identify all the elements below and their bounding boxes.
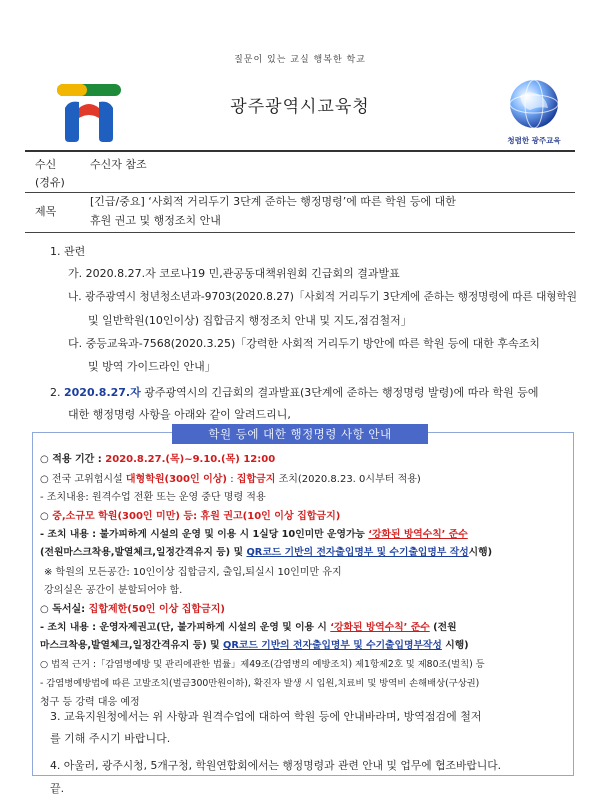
recipient-value: 수신자 참조 [90, 158, 147, 171]
header-divider [25, 150, 575, 152]
box-line-9 [40, 619, 457, 633]
box-l1-c: : [227, 474, 237, 485]
box-l1-d: 집합금지 [236, 474, 276, 485]
box-line-4 [40, 526, 468, 540]
box-l5-a: (전원마스크착용,발열체크,일정간격유지 등) 및 [40, 547, 247, 558]
globe-emblem-icon [508, 78, 560, 130]
period-line [40, 450, 275, 465]
box-l1-e: 조치(2020.8.23. 0시부터 적용) [275, 474, 421, 485]
box-l5-b: QR코드 기반의 전자출입명부 및 수기출입명부 작성 [246, 547, 469, 558]
ref-da-line-1: 다. 중등교육과-7568(2020.3.25)「강력한 사회적 거리두기 방안에 따른 학원 등에 대한 후속조치 [68, 337, 540, 350]
box-l9-b: ‘강화된 방역수칙’ 준수 [330, 622, 430, 633]
subject-line-1: [긴급/중요] ‘사회적 거리두기 3단계 준하는 행정명령’에 따른 학원 등에 대한 [90, 195, 456, 208]
box-l8-b: 집합제한(50인 이상 집합금지) [88, 604, 225, 615]
box-line-12: - 감염병예방법에 따른 고발조치(벌금300만원이하), 확진자 발생 시 입원,치료비 및 방역비 손해배상(구상권) [40, 678, 480, 689]
box-line-8 [40, 600, 225, 615]
page-title: 광주광역시교육청 [230, 97, 370, 117]
recipient-label: 수신 [35, 158, 57, 171]
box-line-1 [40, 470, 421, 485]
subject-divider [25, 232, 575, 233]
ref-da-line-2: 및 방역 가이드라인 안내」 [88, 360, 216, 373]
section-2-num: 2. [50, 386, 61, 399]
notice-banner: 학원 등에 대한 행정명령 사항 안내 [172, 424, 428, 444]
ref-na-line-1: 나. 광주광역시 청년청소년과-9703(2020.8.27)「사회적 거리두기 3단계에 준하는 행정명령에 따른 대형학원 [68, 291, 578, 303]
box-line-5 [40, 544, 492, 558]
box-l4-a: - 조치 내용 : 불가피하게 시설의 운영 및 이용 시 1실당 10인미만 운영가능 [40, 529, 369, 540]
section-2-line-2: 대한 행정명령 사항을 아래와 같이 알려드리니, [68, 408, 291, 421]
section-2-line-1-rest: 광주광역시의 긴급회의 결과발표(3단계에 준하는 행정명령 발령)에 따라 학원 등에 [140, 386, 539, 399]
box-l10-b: QR코드 기반의 전자출입명부 및 수기출입명부작성 [223, 640, 442, 651]
box-line-7: 강의실은 공간이 분할되어야 함. [44, 585, 183, 596]
section-2-date: 2020.8.27.자 [64, 386, 141, 399]
section-3-line-2: 를 기해 주시기 바랍니다. [50, 732, 171, 745]
logo-caption: 청렴한 광주교육 [507, 136, 561, 145]
box-line-13: 청구 등 강력 대응 예정 [40, 697, 140, 708]
box-l4-b: ‘강화된 방역수칙’ 준수 [368, 529, 468, 540]
box-line-6: ※ 학원의 모든공간: 10인이상 집합금지, 출입,퇴실시 10인미만 유지 [44, 567, 342, 578]
section-4-line-1: 4. 아울러, 광주시청, 5개구청, 학원연합회에서는 행정명령과 관련 안내 및 업무에 협조바랍니다. [50, 759, 502, 772]
slogan: 질문이 있는 교실 행복한 학교 [234, 55, 366, 65]
box-l5-c: 시행) [468, 547, 493, 558]
subject-line-2: 휴원 권고 및 행정조치 안내 [90, 214, 221, 227]
box-l9-a: - 조치 내용 : 운영자제권고(단, 불가피하게 시설의 운영 및 이용 시 [40, 622, 331, 633]
ref-ga: 가. 2020.8.27.자 코로나19 민,관공동대책위원회 긴급회의 결과발표 [68, 267, 400, 280]
box-line-3 [40, 507, 340, 522]
box-l1-b: 대형학원(300인 이상) [125, 474, 228, 485]
box-l10-a: 마스크착용,발열체크,일정간격유지 등) 및 [40, 640, 224, 651]
box-line-2: - 조치내용: 원격수업 전환 또는 운영 중단 명령 적용 [40, 492, 266, 503]
box-l10-c: 시행) [441, 640, 469, 651]
section-3-line-1: 3. 교육지원청에서는 위 사항과 원격수업에 대하여 학원 등에 안내바라며, 방역점검에 철저 [50, 710, 482, 723]
box-line-10 [40, 637, 469, 651]
ref-na-line-2: 및 일반학원(10인이상) 집합금지 행정조치 안내 및 지도,점검철저」 [88, 314, 412, 327]
box-l3-a: ○ [40, 511, 53, 522]
period-value: 2020.8.27.(목)~9.10.(목) 12:00 [105, 454, 276, 465]
box-l1-a: ○ 전국 고위험시설 [40, 474, 126, 485]
subject-label: 제목 [35, 205, 57, 218]
box-l8-a: ○ 독서실: [40, 604, 89, 615]
box-l9-c: (전원 [429, 622, 457, 633]
section-4-line-2: 끝. [50, 782, 65, 795]
box-l3-b: 중,소규모 학원(300인 미만) 등: 휴원 권고(10인 이상 집합금지) [52, 511, 341, 522]
section-2-line-1 [50, 384, 538, 400]
box-line-11: ○ 법적 근거 :「감염병예방 및 관리에관한 법률」제49조(감염병의 예방조치) 제1항제2호 및 제80조(벌칙) 등 [40, 659, 485, 670]
period-label: ○ 적용 기간 : [40, 454, 106, 465]
section-1-heading: 1. 관련 [50, 245, 86, 258]
via-label: (경유) [35, 176, 65, 189]
